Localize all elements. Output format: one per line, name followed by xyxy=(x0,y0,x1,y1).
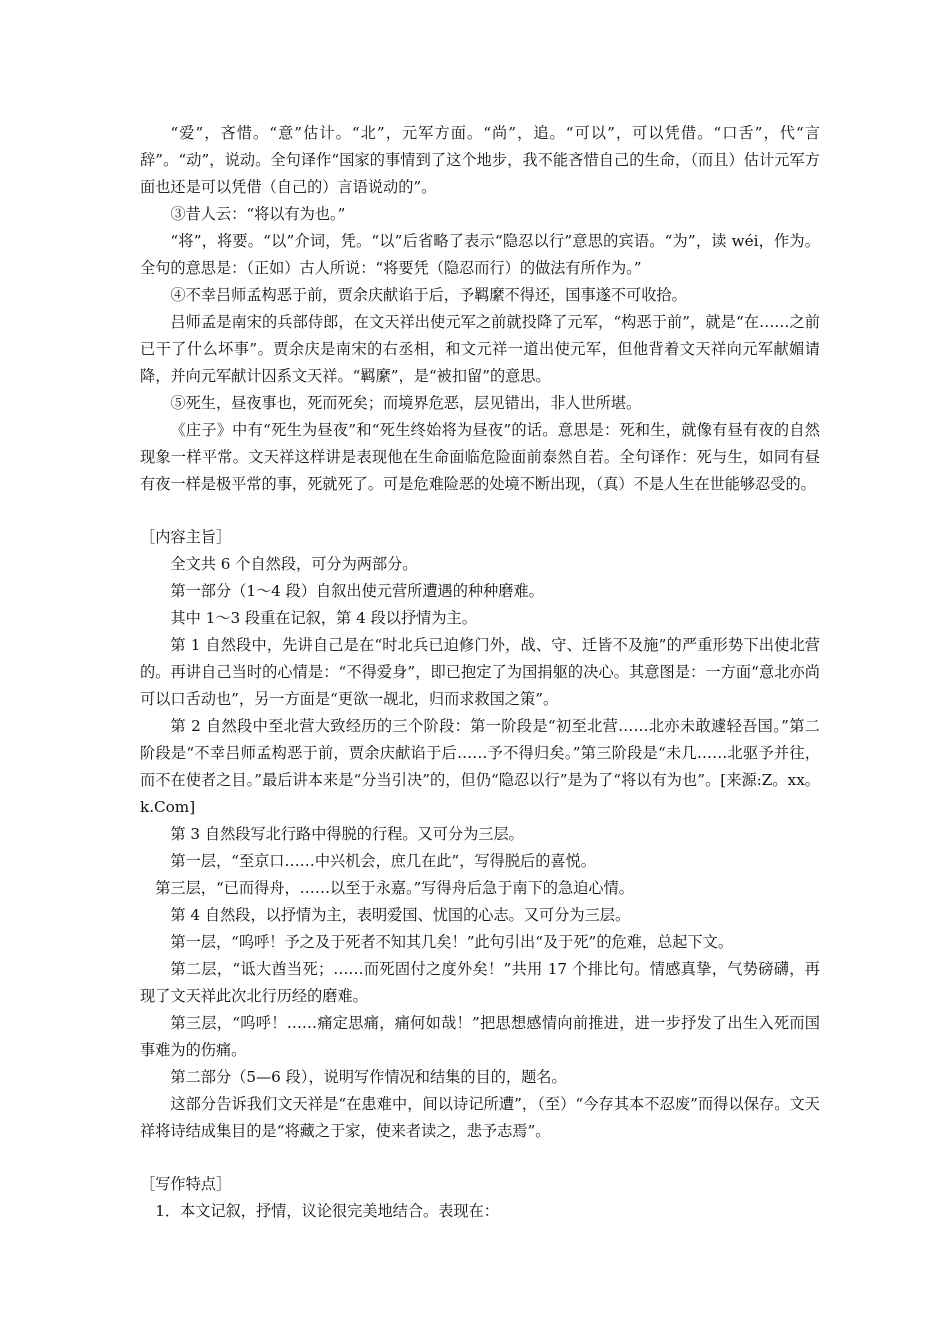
paragraph-main-10: 第二层，“诋大酋当死；……而死固付之度外矣！”共用 17 个排比句。情感真挚，气势磅礴，再现了文天祥此次北行历经的磨难。 xyxy=(140,960,820,1005)
paragraph-main-11: 第三层，“呜呼！……痛定思痛，痛何如哉！”把思想感情向前推进，进一步抒发了出生入死而国事难为的伤痛。 xyxy=(140,1014,820,1059)
paragraph-main-4: 第 2 自然段中至北营大致经历的三个阶段：第一阶段是“初至北营……北亦未敢遽轻吾国。”第二阶段是“不幸吕师孟构恶于前，贾余庆献谄于后……予不得归矣。”第三阶段是“未几……北驱予并往，而不在使者之目。”最后讲本来是“分当引决”的，但仍“隐忍以行”是为了“将以有为也”。[来源:Z。xx。k.Com] xyxy=(140,717,820,816)
paragraph-main-5: 第 3 自然段写北行路中得脱的行程。又可分为三层。 xyxy=(170,825,524,843)
paragraph-main-8: 第 4 自然段，以抒情为主，表明爱国、忧国的心志。又可分为三层。 xyxy=(170,906,631,924)
paragraph-quote-5: ⑤死生，昼夜事也，死而死矣；而境界危恶，层见错出，非人世所堪。 xyxy=(170,394,642,412)
paragraph-main-12: 第二部分（5—6 段），说明写作情况和结集的目的，题名。 xyxy=(170,1068,567,1086)
paragraph-main-1: 第一部分（1～4 段）自叙出使元营所遭遇的种种磨难。 xyxy=(170,582,544,600)
paragraph-feature-1: 1．本文记叙，抒情，议论很完美地结合。表现在： xyxy=(155,1202,499,1220)
paragraph-annotation-lvshimeng: 吕师孟是南宋的兵部侍郎，在文天祥出使元军之前就投降了元军，“构恶于前”，就是“在……之前已干了什么坏事”。贾余庆是南宋的右丞相，和文元祥一道出使元军，但他背着文天祥向元军献媚请降，并向元军献计囚系文天祥。“羁縻”，是“被扣留”的意思。 xyxy=(140,313,820,385)
section-title-writing-features: ［写作特点］ xyxy=(140,1175,232,1193)
section-title-main-idea: ［内容主旨］ xyxy=(140,528,232,546)
document-body xyxy=(140,120,820,1225)
paragraph-annotation-ai: “爱”，吝惜。“意”估计。“北”，元军方面。“尚”，追。“可以”，可以凭借。“口舌”，代“言辞”。“动”，说动。全句译作“国家的事情到了这个地步，我不能吝惜自己的生命，（而且）估计元军方面也还是可以凭借（自己的）言语说动的”。 xyxy=(140,124,820,196)
paragraph-annotation-jiang: “将”，将要。“以”介词，凭。“以”后省略了表示“隐忍以行”意思的宾语。“为”，读 wéi，作为。全句的意思是：（正如）古人所说：“将要凭（隐忍而行）的做法有所作为。” xyxy=(140,232,820,277)
paragraph-main-7: 第三层，“已而得舟，……以至于永嘉。”写得舟后急于南下的急迫心情。 xyxy=(155,879,634,897)
paragraph-main-3: 第 1 自然段中，先讲自己是在“时北兵已迫修门外，战、守、迁皆不及施”的严重形势下出使北营的。再讲自己当时的心情是：“不得爱身”，即已抱定了为国捐躯的决心。其意图是：一方面“意北亦尚可以口舌动也”，另一方面是“更欲一觇北，归而求救国之策”。 xyxy=(140,636,820,708)
paragraph-annotation-zhuangzi: 《庄子》中有“死生为昼夜”和“死生终始将为昼夜”的话。意思是：死和生，就像有昼有夜的自然现象一样平常。文天祥这样讲是表现他在生命面临危险面前泰然自若。全句译作：死与生，如同有昼有夜一样是极平常的事，死就死了。可是危难险恶的处境不断出现，（真）不是人生在世能够忍受的。 xyxy=(140,421,820,493)
paragraph-main-13: 这部分告诉我们文天祥是“在患难中，间以诗记所遭”，（至）“今存其本不忍废”而得以保存。文天祥将诗结成集目的是“将藏之于家，使来者读之，悲予志焉”。 xyxy=(140,1095,820,1140)
paragraph-main-9: 第一层，“呜呼！予之及于死者不知其几矣！”此句引出“及于死”的危难，总起下文。 xyxy=(170,933,734,951)
paragraph-main-6: 第一层，“至京口……中兴机会，庶几在此”，写得脱后的喜悦。 xyxy=(170,852,596,870)
paragraph-main-0: 全文共 6 个自然段，可分为两部分。 xyxy=(170,555,418,573)
paragraph-main-2: 其中 1～3 段重在记叙，第 4 段以抒情为主。 xyxy=(170,609,477,627)
paragraph-quote-3: ③昔人云：“将以有为也。” xyxy=(170,205,346,223)
paragraph-quote-4: ④不幸吕师孟构恶于前，贾余庆献谄于后，予羁縻不得还，国事遂不可收拾。 xyxy=(170,286,687,304)
